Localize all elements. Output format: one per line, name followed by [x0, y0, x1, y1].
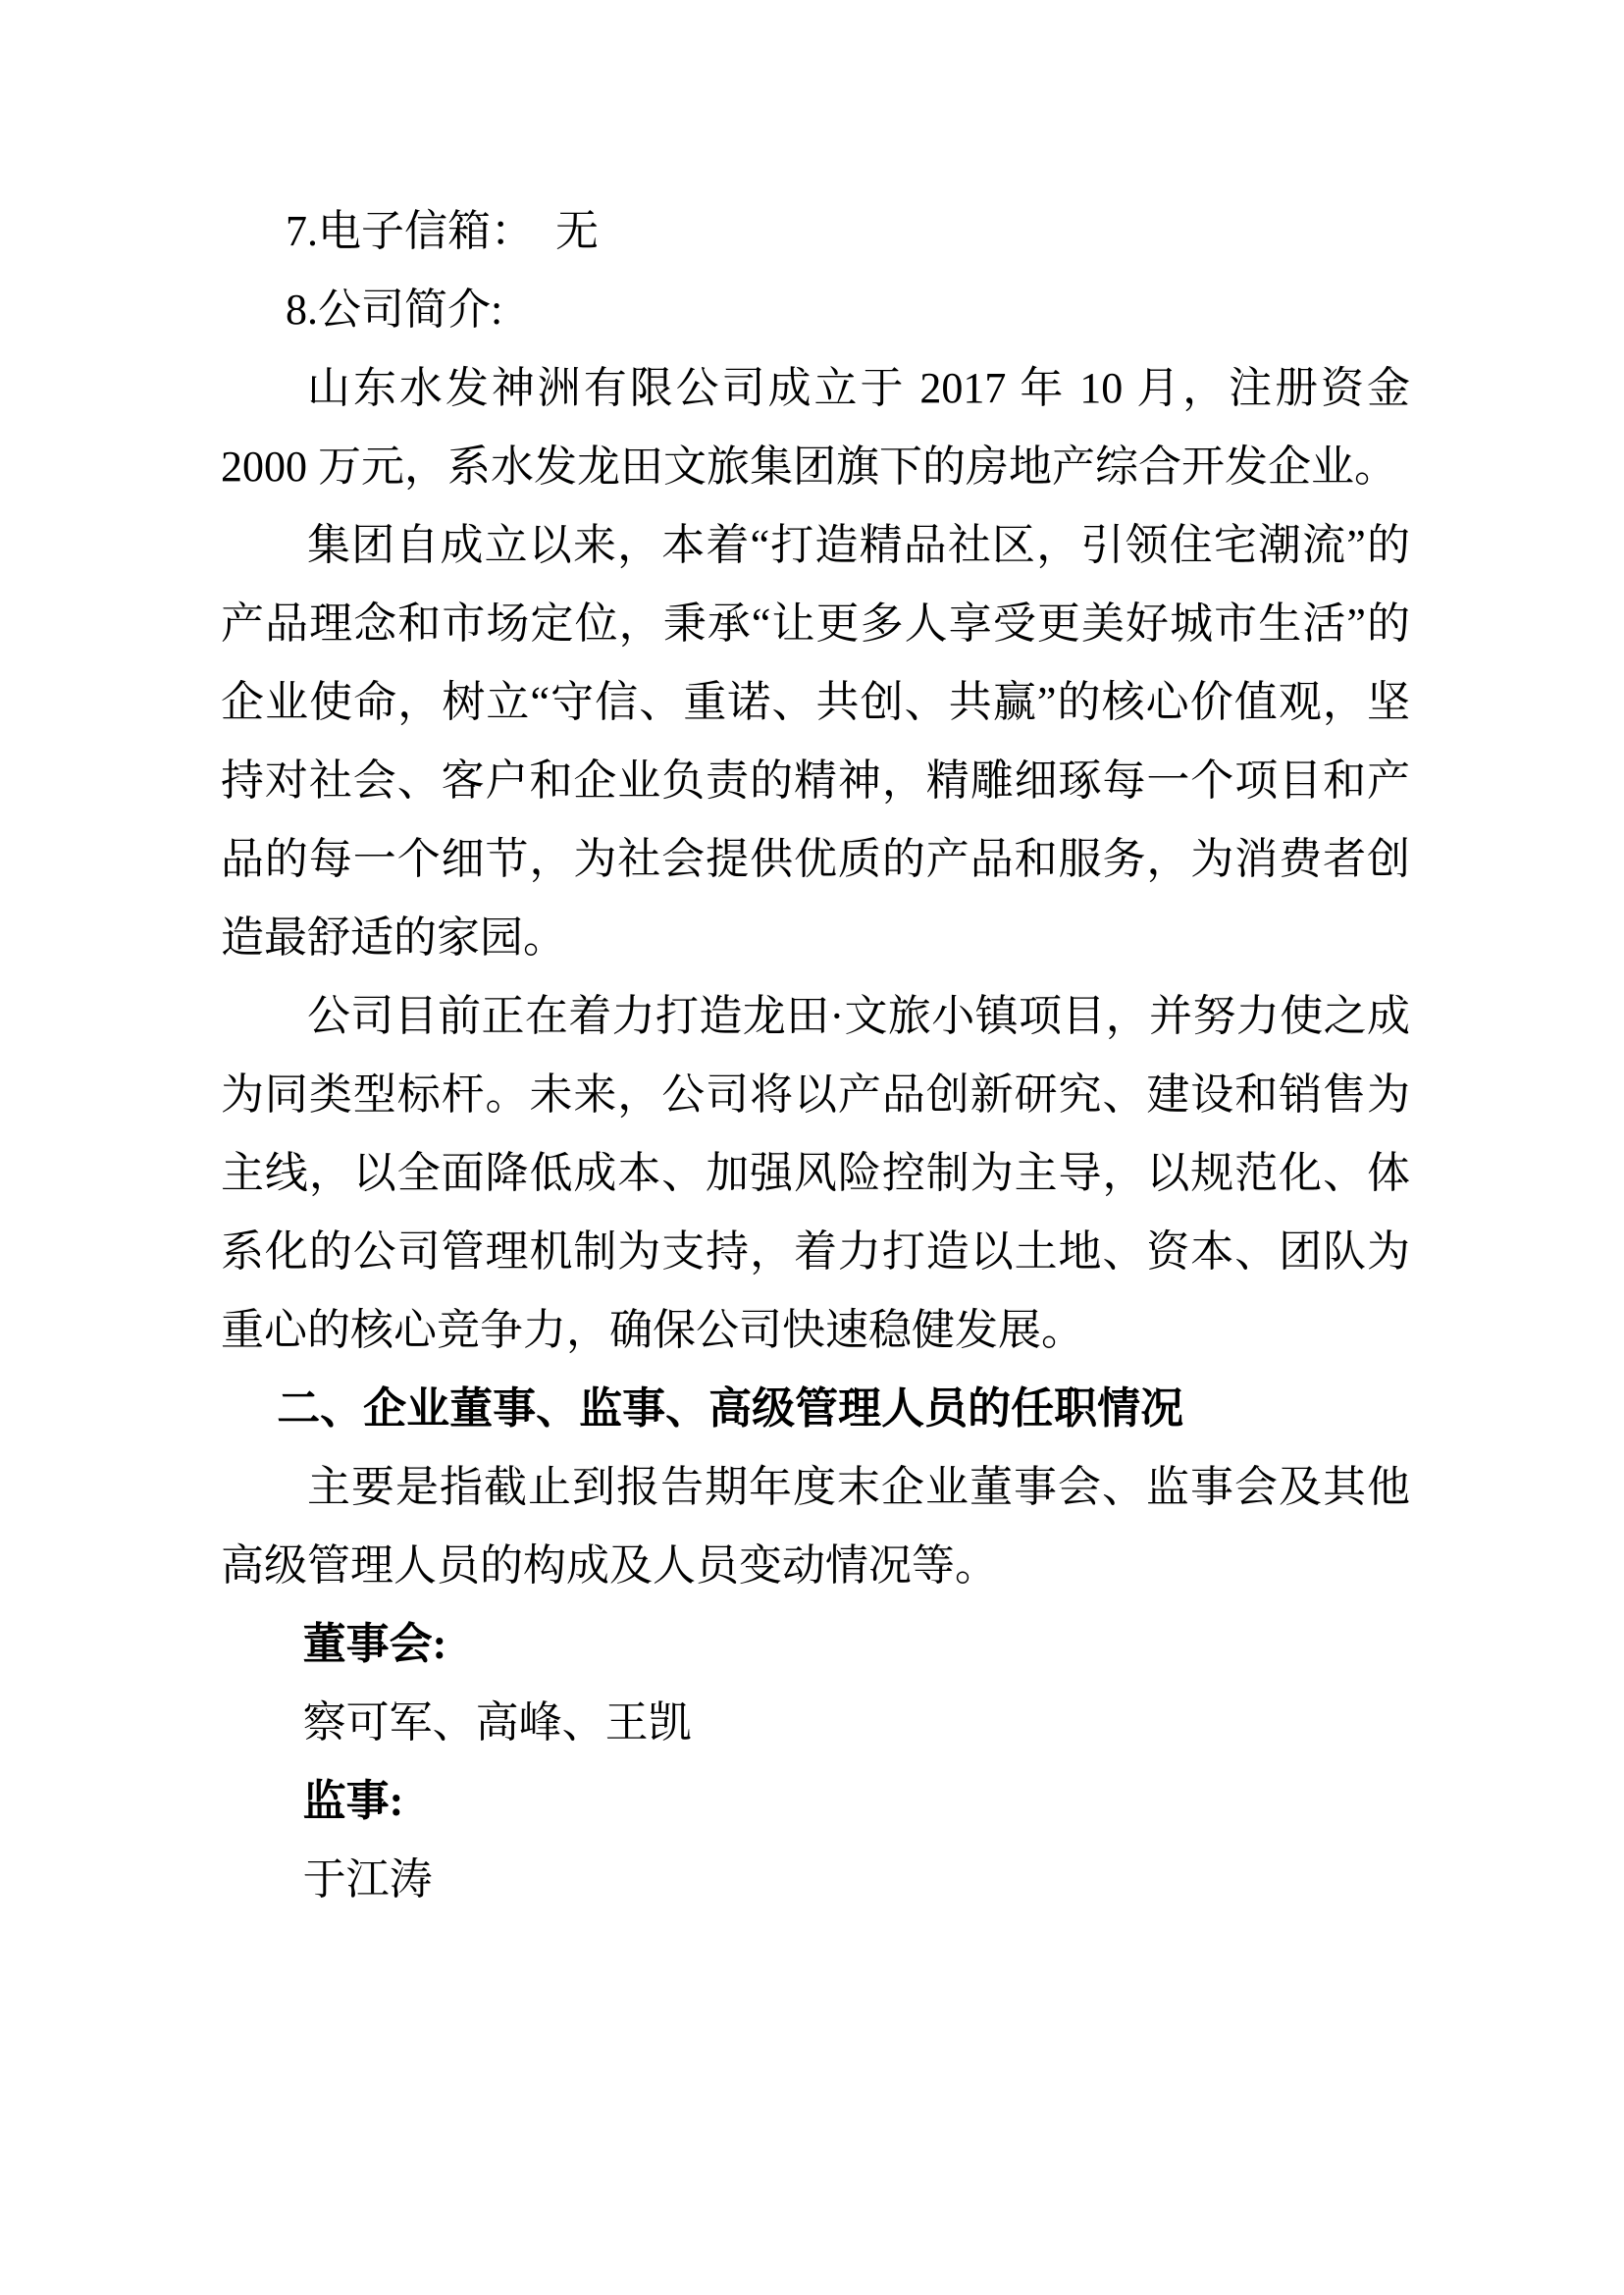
company-profile-label: 8.公司简介:	[286, 286, 503, 334]
board-of-directors-label: 董事会:	[302, 1620, 447, 1668]
supervisor-name: 于江涛	[302, 1855, 433, 1904]
paragraph-company-intro: 山东水发神洲有限公司成立于 2017 年 10 月，注册资金 2000 万元，系水发龙田文旅集团旗下的房地产综合开发企业。	[221, 364, 1410, 491]
supervisor-label: 监事:	[302, 1777, 404, 1825]
board-members-names: 察可军、高峰、王凯	[302, 1698, 692, 1747]
paragraph-company-strategy: 公司目前正在着力打造龙田·文旅小镇项目，并努力使之成为同类型标杆。未来，公司将以产品创新研究、建设和销售为主线，以全面降低成本、加强风险控制为主导，以规范化、体系化的公司管理机制为支持，着力打造以土地、资本、团队为重心的核心竞争力，确保公司快速稳健发展。	[221, 992, 1410, 1354]
email-field-line: 7.电子信箱： 无	[286, 207, 599, 255]
paragraph-section2-description: 主要是指截止到报告期年度末企业董事会、监事会及其他高级管理人员的构成及人员变动情况等。	[221, 1463, 1410, 1590]
section-heading-directors-supervisors: 二、企业董事、监事、高级管理人员的任职情况	[277, 1384, 1184, 1433]
paragraph-company-philosophy: 集团自成立以来，本着“打造精品社区，引领住宅潮流”的产品理念和市场定位，秉承“让更多人享受更美好城市生活”的企业使命，树立“守信、重诺、共创、共赢”的核心价值观，坚持对社会、客户和企业负责的精神，精雕细琢每一个项目和产品的每一个细节，为社会提供优质的产品和服务，为消费者创造最舒适的家园。	[221, 521, 1410, 962]
